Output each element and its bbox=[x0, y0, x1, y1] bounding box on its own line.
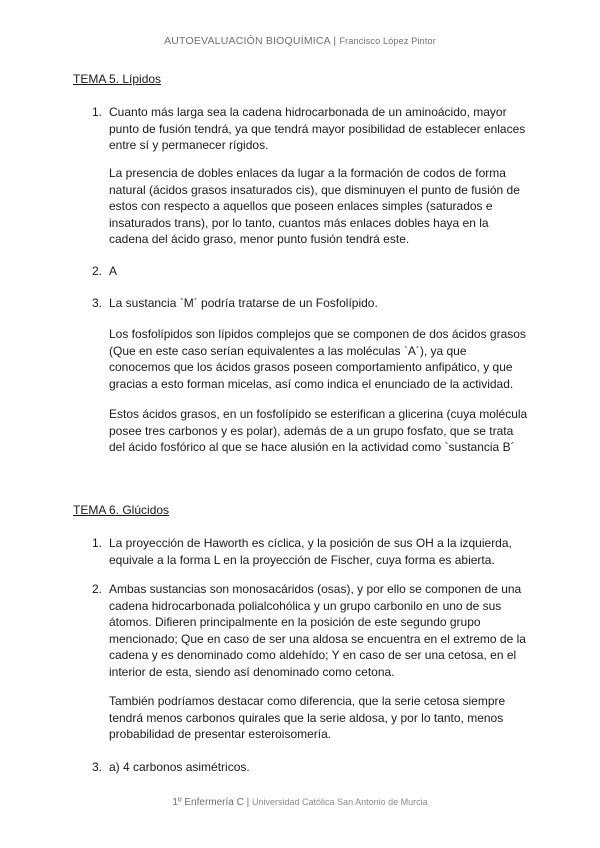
item-number: 1. bbox=[92, 105, 103, 119]
paragraph: La presencia de dobles enlaces da lugar a la formación de codos de forma natural (ácidos grasos insaturados cis), que disminuyen el punto de fusión de estos con respecto a aquellos que poseen enlaces simples (saturados e insaturados trans), por lo tanto, cuantos más enlaces dobles haya en la cadena del ácido graso, menor punto fusión tendrá este. bbox=[109, 166, 520, 246]
item-number: 2. bbox=[92, 582, 103, 596]
paragraph: Cuanto más larga sea la cadena hidrocarbonada de un aminoácido, mayor punto de fusión tendrá, ya que tendrá mayor posibilidad de establecer enlaces entre sí y permanecer rígidos. bbox=[109, 105, 526, 152]
paragraph: Ambas sustancias son monosacáridos (osas), y por ello se componen de una cadena hidrocarbonada polialcohólica y un grupo carbonilo en uno de sus átomos. Difieren principalmente en la posición de este segundo grupo mencionado; Que en caso de ser una aldosa se encuentra en el extremo de la cadena y es denominado como aldehído; Y en caso de ser una cetosa, en el interior de esta, siendo así denominado como cetona. bbox=[109, 582, 526, 679]
item-number: 1. bbox=[92, 536, 103, 550]
paragraph: Estos ácidos grasos, en un fosfolípido se esterifican a glicerina (cuya molécula posee tres carbonos y es polar), además de a un grupo fosfato, que se trata del ácido fosfórico al que se hace alusión en la actividad como `sustancia B´ bbox=[109, 407, 528, 454]
page-header bbox=[0, 35, 600, 47]
paragraph: También podríamos destacar como diferencia, que la serie cetosa siempre tendrá menos carbonos quirales que la serie aldosa, y por lo tanto, menos probabilidad de presentar esteroisomería. bbox=[109, 694, 506, 741]
header-author: Francisco López Pintor bbox=[339, 36, 436, 46]
paragraph: A bbox=[109, 264, 118, 278]
header-title: AUTOEVALUACIÓN BIOQUÍMICA bbox=[164, 35, 331, 47]
paragraph: La sustancia `M´ podría tratarse de un Fosfolípido. bbox=[109, 296, 378, 310]
item-number: 3. bbox=[92, 296, 103, 310]
section-title-lipidos: TEMA 5. Lípidos bbox=[73, 72, 162, 86]
item-number: 2. bbox=[92, 264, 103, 278]
footer-course: 1º Enfermería C bbox=[172, 797, 244, 808]
section-title-glucidos: TEMA 6. Glúcidos bbox=[73, 503, 170, 517]
item-number: 3. bbox=[92, 760, 103, 774]
header-separator: | bbox=[333, 35, 337, 47]
page-footer bbox=[0, 797, 600, 808]
footer-university: Universidad Católica San Antonio de Murcia bbox=[252, 797, 428, 807]
paragraph: Los fosfolípidos son lípidos complejos que se componen de dos ácidos grasos (Que en este caso serían equivalentes a las moléculas `A´), ya que conocemos que los ácidos grasos poseen comportamiento anfipático, y que gracias a esto forman micelas, así como indica el enunciado de la actividad. bbox=[109, 327, 526, 391]
footer-separator: | bbox=[246, 797, 250, 808]
paragraph: La proyección de Haworth es cíclica, y la posición de sus OH a la izquierda, equivale a la forma L en la proyección de Fischer, cuya forma es abierta. bbox=[109, 536, 512, 567]
paragraph: a) 4 carbonos asimétricos. bbox=[109, 760, 250, 774]
